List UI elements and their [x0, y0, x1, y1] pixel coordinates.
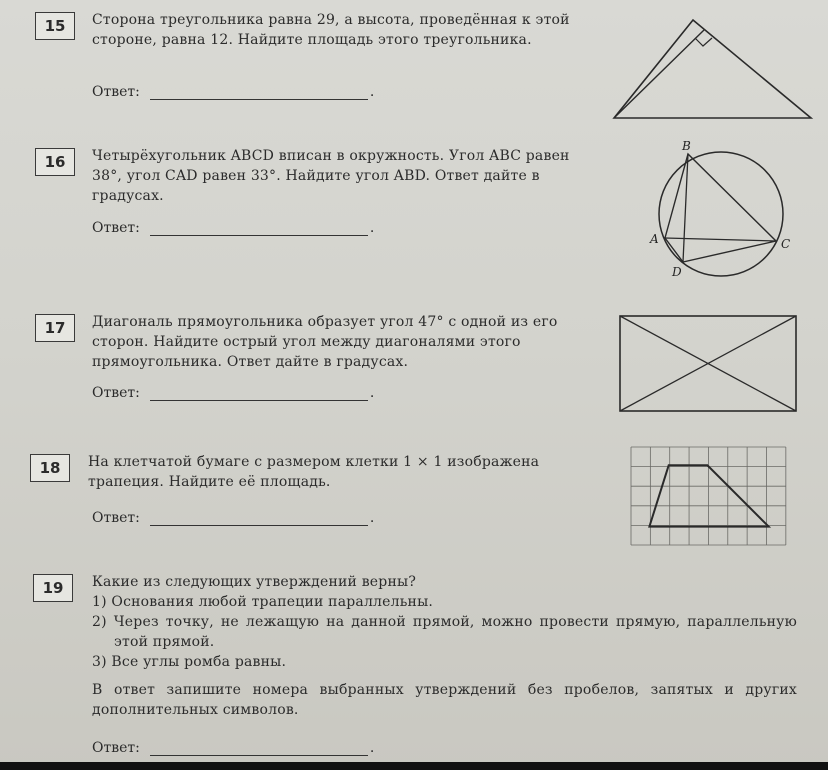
- task-19-number: 19: [33, 574, 73, 602]
- answer-label: Ответ:: [92, 220, 140, 236]
- task-16-answer: Ответ: .: [92, 220, 375, 236]
- answer-label: Ответ:: [92, 510, 140, 526]
- task-19-instruction: В ответ запишите номера выбранных утверждений без пробелов, запятых и других дополнительных символов.: [92, 682, 797, 718]
- task-16-text: Четырёхугольник ABCD вписан в окружность. Угол ABC равен 38°, угол CAD равен 33°. Найдите угол ABD. Ответ дайте в градусах.: [92, 148, 570, 204]
- task-15-text: Сторона треугольника равна 29, а высота, проведённая к этой стороне, равна 12. Найдите площадь этого треугольника.: [92, 12, 570, 48]
- task-15-triangle-figure: [608, 8, 823, 133]
- task-16-number: 16: [35, 148, 75, 176]
- task-19-answer: Ответ: .: [92, 740, 375, 756]
- task-18-number: 18: [30, 454, 70, 482]
- answer-field[interactable]: [150, 741, 368, 756]
- answer-field[interactable]: [150, 221, 368, 236]
- point-c-label: C: [781, 237, 791, 251]
- task-19-statements: [92, 592, 797, 672]
- answer-label: Ответ:: [92, 740, 140, 756]
- answer-field[interactable]: [150, 386, 368, 401]
- task-15-number: 15: [35, 12, 75, 40]
- task-18-grid-figure: [630, 446, 790, 550]
- task-17-number: 17: [35, 314, 75, 342]
- statement-3: 3) Все углы ромба равны.: [92, 654, 287, 670]
- answer-label: Ответ:: [92, 385, 140, 401]
- point-a-label: A: [650, 232, 659, 246]
- task-17-rectangle-figure: [617, 313, 802, 413]
- task-19-question: Какие из следующих утверждений верны?: [92, 574, 417, 590]
- point-d-label: D: [672, 265, 682, 279]
- task-18-text: На клетчатой бумаге с размером клетки 1 × 1 изображена трапеция. Найдите её площадь.: [88, 454, 540, 490]
- task-15-answer: Ответ: .: [92, 84, 375, 100]
- answer-field[interactable]: [150, 85, 368, 100]
- point-b-label: B: [682, 139, 691, 153]
- statement-2: 2) Через точку, не лежащую на данной прямой, можно провести прямую, параллельную этой прямой.: [92, 614, 797, 650]
- answer-field[interactable]: [150, 511, 368, 526]
- task-16-circle-figure: [648, 136, 798, 286]
- task-18-answer: Ответ: .: [92, 510, 375, 526]
- task-17-answer: Ответ: .: [92, 385, 375, 401]
- statement-1: 1) Основания любой трапеции параллельны.: [92, 594, 434, 610]
- bottom-edge: [0, 762, 828, 770]
- answer-label: Ответ:: [92, 84, 140, 100]
- task-17-text: Диагональ прямоугольника образует угол 47° с одной из его сторон. Найдите острый угол между диагоналями этого прямоугольника. Ответ дайте в градусах.: [92, 314, 558, 370]
